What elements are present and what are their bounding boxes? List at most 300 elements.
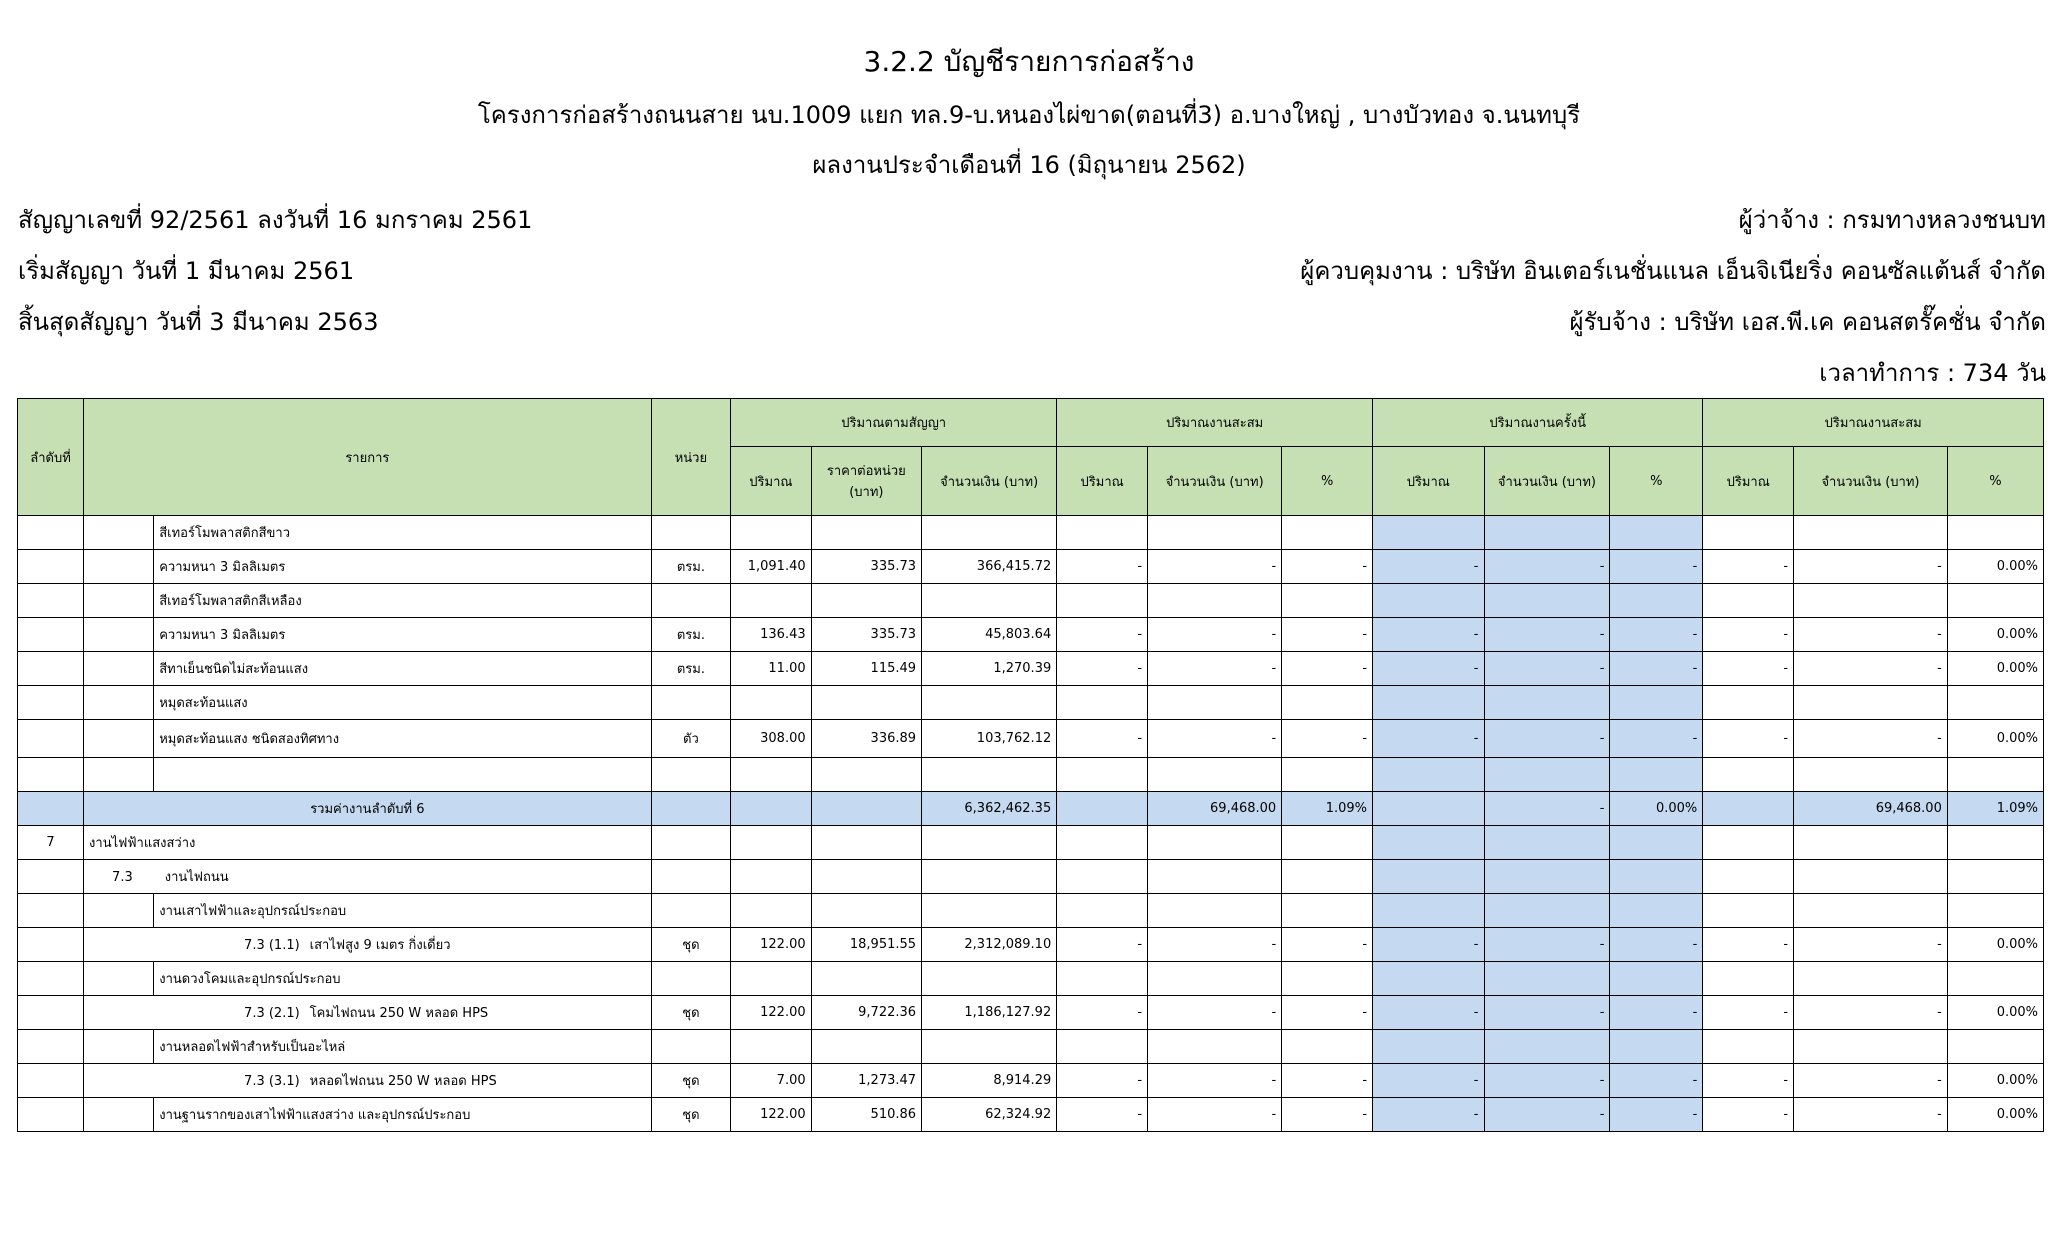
unit-cell <box>651 516 730 550</box>
price-cell: 336.89 <box>811 720 921 758</box>
amount-cell <box>922 758 1057 792</box>
amount-cell: 2,312,089.10 <box>922 928 1057 962</box>
cum-qty-cell: - <box>1057 550 1148 584</box>
period-amount-cell: - <box>1484 996 1610 1030</box>
period-qty-cell: - <box>1373 928 1484 962</box>
period-percent-cell: - <box>1610 550 1703 584</box>
cum-amount-cell: - <box>1148 550 1282 584</box>
cum-percent-cell <box>1282 826 1373 860</box>
description-cell <box>84 996 652 1030</box>
cum-qty-cell: - <box>1057 996 1148 1030</box>
code-cell <box>84 618 154 652</box>
period-percent-cell: - <box>1610 618 1703 652</box>
report-period: ผลงานประจำเดือนที่ 16 (มิถุนายน 2562) <box>812 151 1246 179</box>
cum-percent-cell <box>1282 894 1373 928</box>
unit-cell: ชุด <box>651 928 730 962</box>
amount-cell: 8,914.29 <box>922 1064 1057 1098</box>
period-qty-cell: - <box>1373 550 1484 584</box>
col-unit: หน่วย <box>651 399 730 516</box>
col-contract-qty: ปริมาณ <box>731 447 812 516</box>
contract-start: เริ่มสัญญา วันที่ 1 มีนาคม 2561 <box>18 257 355 285</box>
item-description: เสาไฟสูง 9 เมตร กิ่งเดี่ยว <box>309 938 451 953</box>
period-amount-cell <box>1484 686 1610 720</box>
table-row <box>18 652 2044 686</box>
code-cell <box>84 1098 154 1132</box>
item-description: โคมไฟถนน 250 W หลอด HPS <box>309 1006 489 1021</box>
total-percent-cell <box>1947 894 2043 928</box>
group-cumulative-total: ปริมาณงานสะสม <box>1703 399 2044 447</box>
cum-amount-cell <box>1148 758 1282 792</box>
cum-amount-cell: - <box>1148 928 1282 962</box>
price-cell <box>811 962 921 996</box>
price-cell <box>811 686 921 720</box>
price-cell <box>811 792 921 826</box>
qty-cell: 308.00 <box>731 720 812 758</box>
period-amount-cell <box>1484 1030 1610 1064</box>
period-amount-cell: - <box>1484 720 1610 758</box>
unit-cell: ตรม. <box>651 618 730 652</box>
amount-cell <box>922 516 1057 550</box>
cum-percent-cell: - <box>1282 1098 1373 1132</box>
seq-cell <box>18 686 84 720</box>
qty-cell <box>731 686 812 720</box>
cum-percent-cell <box>1282 962 1373 996</box>
table-row <box>18 826 2044 860</box>
item-code: 7.3 (3.1) <box>244 1074 300 1089</box>
qty-cell: 122.00 <box>731 1098 812 1132</box>
total-percent-cell: 0.00% <box>1947 720 2043 758</box>
cum-percent-cell <box>1282 686 1373 720</box>
description-cell: หมุดสะท้อนแสง <box>154 686 651 720</box>
working-days: เวลาทำการ : 734 วัน <box>1819 359 2046 387</box>
table-row <box>18 516 2044 550</box>
table-row <box>18 584 2044 618</box>
period-amount-cell: - <box>1484 928 1610 962</box>
col-total-percent: % <box>1947 447 2043 516</box>
unit-cell: ตัว <box>651 720 730 758</box>
total-amount-cell: - <box>1794 720 1948 758</box>
total-row <box>18 792 2044 826</box>
total-amount-cell: - <box>1794 618 1948 652</box>
total-amount-cell: - <box>1794 550 1948 584</box>
unit-cell: ตรม. <box>651 652 730 686</box>
description-cell: งานดวงโคมและอุปกรณ์ประกอบ <box>154 962 651 996</box>
description-cell: งานหลอดไฟฟ้าสำหรับเป็นอะไหล่ <box>154 1030 651 1064</box>
total-percent-cell: 0.00% <box>1947 618 2043 652</box>
period-qty-cell <box>1373 758 1484 792</box>
cum-amount-cell <box>1148 1030 1282 1064</box>
col-cum-amount: จำนวนเงิน (บาท) <box>1148 447 1282 516</box>
description-cell: สีเทอร์โมพลาสติกสีเหลือง <box>154 584 651 618</box>
total-qty-cell: - <box>1703 996 1794 1030</box>
period-percent-cell <box>1610 894 1703 928</box>
total-qty-cell <box>1703 758 1794 792</box>
total-amount-cell <box>1794 686 1948 720</box>
total-qty-cell <box>1703 962 1794 996</box>
cum-qty-cell: - <box>1057 618 1148 652</box>
col-unit-price <box>811 447 921 516</box>
total-percent-cell: 0.00% <box>1947 652 2043 686</box>
qty-cell <box>731 860 812 894</box>
cum-amount-cell <box>1148 516 1282 550</box>
table-row <box>18 996 2044 1030</box>
supervisor: ผู้ควบคุมงาน : บริษัท อินเตอร์เนชั่นแนล เอ็นจิเนียริ่ง คอนซัลแต้นส์ จำกัด <box>1300 257 2046 285</box>
contractor: ผู้รับจ้าง : บริษัท เอส.พี.เค คอนสตรั๊คชั่น จำกัด <box>1569 308 2046 336</box>
code-cell <box>84 720 154 758</box>
amount-cell: 1,270.39 <box>922 652 1057 686</box>
item-description: หลอดไฟถนน 250 W หลอด HPS <box>309 1074 497 1089</box>
employer: ผู้ว่าจ้าง : กรมทางหลวงชนบท <box>1738 206 2046 234</box>
price-cell <box>811 516 921 550</box>
total-amount-cell: - <box>1794 928 1948 962</box>
price-cell <box>811 758 921 792</box>
total-qty-cell <box>1703 894 1794 928</box>
cum-amount-cell <box>1148 584 1282 618</box>
period-percent-cell <box>1610 758 1703 792</box>
unit-cell: ชุด <box>651 1064 730 1098</box>
description-cell: หมุดสะท้อนแสง ชนิดสองทิศทาง <box>154 720 651 758</box>
table-body <box>18 516 2044 1132</box>
cum-percent-cell <box>1282 758 1373 792</box>
cum-qty-cell <box>1057 962 1148 996</box>
construction-items-table <box>17 398 2044 1132</box>
unit-cell <box>651 962 730 996</box>
period-qty-cell: - <box>1373 1064 1484 1098</box>
price-cell <box>811 1030 921 1064</box>
period-amount-cell <box>1484 894 1610 928</box>
period-amount-cell <box>1484 962 1610 996</box>
total-qty-cell: - <box>1703 1064 1794 1098</box>
qty-cell <box>731 1030 812 1064</box>
description-cell: สีทาเย็นชนิดไม่สะท้อนแสง <box>154 652 651 686</box>
seq-cell <box>18 894 84 928</box>
qty-cell: 7.00 <box>731 1064 812 1098</box>
price-cell: 510.86 <box>811 1098 921 1132</box>
table-row <box>18 928 2044 962</box>
period-qty-cell <box>1373 686 1484 720</box>
amount-cell: 6,362,462.35 <box>922 792 1057 826</box>
qty-cell: 136.43 <box>731 618 812 652</box>
col-item: รายการ <box>84 399 652 516</box>
code-cell <box>84 962 154 996</box>
period-qty-cell <box>1373 962 1484 996</box>
price-cell <box>811 894 921 928</box>
cum-amount-cell: - <box>1148 1098 1282 1132</box>
table-row <box>18 1030 2044 1064</box>
table-row <box>18 686 2044 720</box>
description-cell: งานฐานรากของเสาไฟฟ้าแสงสว่าง และอุปกรณ์ประกอบ <box>154 1098 651 1132</box>
table-row <box>18 1098 2044 1132</box>
cum-percent-cell: - <box>1282 550 1373 584</box>
col-total-qty: ปริมาณ <box>1703 447 1794 516</box>
total-qty-cell: - <box>1703 550 1794 584</box>
table-row <box>18 860 2044 894</box>
total-amount-cell <box>1794 1030 1948 1064</box>
price-cell <box>811 584 921 618</box>
cum-qty-cell <box>1057 860 1148 894</box>
period-qty-cell <box>1373 1030 1484 1064</box>
price-cell: 335.73 <box>811 550 921 584</box>
total-amount-cell: - <box>1794 652 1948 686</box>
col-total-amount: จำนวนเงิน (บาท) <box>1794 447 1948 516</box>
total-amount-cell <box>1794 584 1948 618</box>
total-qty-cell <box>1703 860 1794 894</box>
total-percent-cell <box>1947 516 2043 550</box>
period-amount-cell: - <box>1484 618 1610 652</box>
code-cell <box>84 516 154 550</box>
cum-qty-cell <box>1057 792 1148 826</box>
total-amount-cell <box>1794 826 1948 860</box>
seq-cell <box>18 860 84 894</box>
amount-cell <box>922 826 1057 860</box>
unit-cell <box>651 860 730 894</box>
item-code: 7.3 (1.1) <box>244 938 300 953</box>
group-this-period: ปริมาณงานครั้งนี้ <box>1373 399 1703 447</box>
contract-number: สัญญาเลขที่ 92/2561 ลงวันที่ 16 มกราคม 2561 <box>18 206 533 234</box>
price-cell: 18,951.55 <box>811 928 921 962</box>
period-percent-cell <box>1610 962 1703 996</box>
cum-amount-cell: - <box>1148 720 1282 758</box>
description-cell: งานไฟฟ้าแสงสว่าง <box>84 826 652 860</box>
price-cell: 335.73 <box>811 618 921 652</box>
seq-cell <box>18 928 84 962</box>
total-qty-cell: - <box>1703 928 1794 962</box>
period-amount-cell: - <box>1484 1098 1610 1132</box>
total-qty-cell <box>1703 792 1794 826</box>
total-percent-cell: 0.00% <box>1947 550 2043 584</box>
cum-qty-cell <box>1057 1030 1148 1064</box>
cum-percent-cell: - <box>1282 996 1373 1030</box>
total-qty-cell: - <box>1703 720 1794 758</box>
period-qty-cell <box>1373 826 1484 860</box>
total-amount-cell <box>1794 962 1948 996</box>
cum-qty-cell: - <box>1057 1098 1148 1132</box>
cum-qty-cell: - <box>1057 928 1148 962</box>
code-cell <box>84 686 154 720</box>
cum-qty-cell <box>1057 826 1148 860</box>
seq-cell <box>18 584 84 618</box>
code-cell <box>84 550 154 584</box>
cum-qty-cell <box>1057 584 1148 618</box>
code-cell <box>84 894 154 928</box>
cum-amount-cell: 69,468.00 <box>1148 792 1282 826</box>
cum-amount-cell <box>1148 894 1282 928</box>
col-period-amount: จำนวนเงิน (บาท) <box>1484 447 1610 516</box>
period-percent-cell: - <box>1610 996 1703 1030</box>
description-cell: สีเทอร์โมพลาสติกสีขาว <box>154 516 651 550</box>
seq-cell <box>18 996 84 1030</box>
amount-cell <box>922 584 1057 618</box>
period-percent-cell <box>1610 516 1703 550</box>
unit-cell: ชุด <box>651 996 730 1030</box>
period-percent-cell <box>1610 1030 1703 1064</box>
amount-cell <box>922 686 1057 720</box>
total-percent-cell: 0.00% <box>1947 928 2043 962</box>
total-percent-cell <box>1947 860 2043 894</box>
period-qty-cell: - <box>1373 996 1484 1030</box>
amount-cell <box>922 962 1057 996</box>
col-cum-percent: % <box>1282 447 1373 516</box>
seq-cell <box>18 618 84 652</box>
description-cell <box>154 758 651 792</box>
col-period-qty: ปริมาณ <box>1373 447 1484 516</box>
total-percent-cell: 0.00% <box>1947 996 2043 1030</box>
seq-cell <box>18 516 84 550</box>
total-percent-cell <box>1947 686 2043 720</box>
period-qty-cell <box>1373 584 1484 618</box>
table-row <box>18 758 2044 792</box>
cum-amount-cell <box>1148 686 1282 720</box>
period-qty-cell: - <box>1373 720 1484 758</box>
item-description: งานไฟถนน <box>164 870 229 885</box>
amount-cell: 103,762.12 <box>922 720 1057 758</box>
cum-amount-cell <box>1148 860 1282 894</box>
period-amount-cell <box>1484 826 1610 860</box>
col-period-percent: % <box>1610 447 1703 516</box>
period-percent-cell <box>1610 860 1703 894</box>
cum-amount-cell: - <box>1148 618 1282 652</box>
total-qty-cell: - <box>1703 618 1794 652</box>
cum-amount-cell <box>1148 962 1282 996</box>
cum-percent-cell <box>1282 516 1373 550</box>
total-percent-cell <box>1947 584 2043 618</box>
seq-cell <box>18 720 84 758</box>
total-percent-cell: 0.00% <box>1947 1064 2043 1098</box>
qty-cell: 11.00 <box>731 652 812 686</box>
seq-cell: 7 <box>18 826 84 860</box>
cum-percent-cell: 1.09% <box>1282 792 1373 826</box>
cum-percent-cell: - <box>1282 652 1373 686</box>
period-amount-cell <box>1484 516 1610 550</box>
qty-cell: 122.00 <box>731 996 812 1030</box>
cum-percent-cell: - <box>1282 618 1373 652</box>
seq-cell <box>18 792 84 826</box>
seq-cell <box>18 550 84 584</box>
total-qty-cell <box>1703 516 1794 550</box>
item-code: 7.3 <box>112 870 133 885</box>
period-amount-cell <box>1484 860 1610 894</box>
cum-percent-cell: - <box>1282 928 1373 962</box>
period-percent-cell: - <box>1610 652 1703 686</box>
unit-cell <box>651 584 730 618</box>
price-cell: 115.49 <box>811 652 921 686</box>
item-code: 7.3 (2.1) <box>244 1006 300 1021</box>
contract-end: สิ้นสุดสัญญา วันที่ 3 มีนาคม 2563 <box>18 308 379 336</box>
cum-qty-cell: - <box>1057 1064 1148 1098</box>
cum-percent-cell: - <box>1282 1064 1373 1098</box>
total-amount-cell <box>1794 516 1948 550</box>
unit-cell <box>651 686 730 720</box>
cum-amount-cell: - <box>1148 996 1282 1030</box>
code-cell <box>84 584 154 618</box>
price-cell: 1,273.47 <box>811 1064 921 1098</box>
cum-percent-cell <box>1282 584 1373 618</box>
col-seq: ลำดับที่ <box>18 399 84 516</box>
unit-cell <box>651 894 730 928</box>
unit-cell: ตรม. <box>651 550 730 584</box>
table-row <box>18 962 2044 996</box>
cum-qty-cell <box>1057 686 1148 720</box>
amount-cell <box>922 1030 1057 1064</box>
period-amount-cell: - <box>1484 550 1610 584</box>
period-amount-cell <box>1484 758 1610 792</box>
period-qty-cell: - <box>1373 652 1484 686</box>
table-row <box>18 1064 2044 1098</box>
table-row <box>18 894 2044 928</box>
col-contract-amount: จำนวนเงิน (บาท) <box>922 447 1057 516</box>
qty-cell <box>731 584 812 618</box>
seq-cell <box>18 1098 84 1132</box>
total-label: รวมค่างานลำดับที่ 6 <box>84 792 652 826</box>
amount-cell: 366,415.72 <box>922 550 1057 584</box>
total-percent-cell <box>1947 758 2043 792</box>
cum-qty-cell: - <box>1057 720 1148 758</box>
period-percent-cell <box>1610 826 1703 860</box>
cum-qty-cell <box>1057 894 1148 928</box>
description-cell: ความหนา 3 มิลลิเมตร <box>154 618 651 652</box>
qty-cell <box>731 792 812 826</box>
total-percent-cell: 1.09% <box>1947 792 2043 826</box>
total-qty-cell: - <box>1703 652 1794 686</box>
amount-cell: 1,186,127.92 <box>922 996 1057 1030</box>
period-qty-cell <box>1373 894 1484 928</box>
description-cell <box>84 860 652 894</box>
cum-percent-cell <box>1282 1030 1373 1064</box>
description-cell: งานเสาไฟฟ้าและอุปกรณ์ประกอบ <box>154 894 651 928</box>
total-qty-cell: - <box>1703 1098 1794 1132</box>
period-qty-cell: - <box>1373 1098 1484 1132</box>
total-amount-cell <box>1794 894 1948 928</box>
seq-cell <box>18 1030 84 1064</box>
price-cell <box>811 860 921 894</box>
code-cell <box>84 1030 154 1064</box>
total-amount-cell: - <box>1794 996 1948 1030</box>
amount-cell: 62,324.92 <box>922 1098 1057 1132</box>
description-cell <box>84 1064 652 1098</box>
unit-cell <box>651 1030 730 1064</box>
table-row <box>18 618 2044 652</box>
period-percent-cell: - <box>1610 720 1703 758</box>
qty-cell <box>731 962 812 996</box>
cum-percent-cell: - <box>1282 720 1373 758</box>
description-cell <box>84 928 652 962</box>
amount-cell <box>922 860 1057 894</box>
cum-qty-cell <box>1057 758 1148 792</box>
document-title: 3.2.2 บัญชีรายการก่อสร้าง <box>863 45 1195 78</box>
table-row <box>18 720 2044 758</box>
cum-amount-cell: - <box>1148 652 1282 686</box>
qty-cell: 1,091.40 <box>731 550 812 584</box>
qty-cell <box>731 894 812 928</box>
cum-amount-cell: - <box>1148 1064 1282 1098</box>
group-cumulative: ปริมาณงานสะสม <box>1057 399 1373 447</box>
period-percent-cell: - <box>1610 1098 1703 1132</box>
seq-cell <box>18 758 84 792</box>
period-percent-cell <box>1610 584 1703 618</box>
qty-cell <box>731 516 812 550</box>
period-amount-cell: - <box>1484 1064 1610 1098</box>
period-percent-cell: 0.00% <box>1610 792 1703 826</box>
table-row <box>18 550 2044 584</box>
period-qty-cell: - <box>1373 618 1484 652</box>
period-qty-cell <box>1373 792 1484 826</box>
unit-cell: ชุด <box>651 1098 730 1132</box>
cum-qty-cell: - <box>1057 652 1148 686</box>
qty-cell <box>731 826 812 860</box>
price-cell <box>811 826 921 860</box>
period-amount-cell <box>1484 584 1610 618</box>
total-qty-cell <box>1703 1030 1794 1064</box>
